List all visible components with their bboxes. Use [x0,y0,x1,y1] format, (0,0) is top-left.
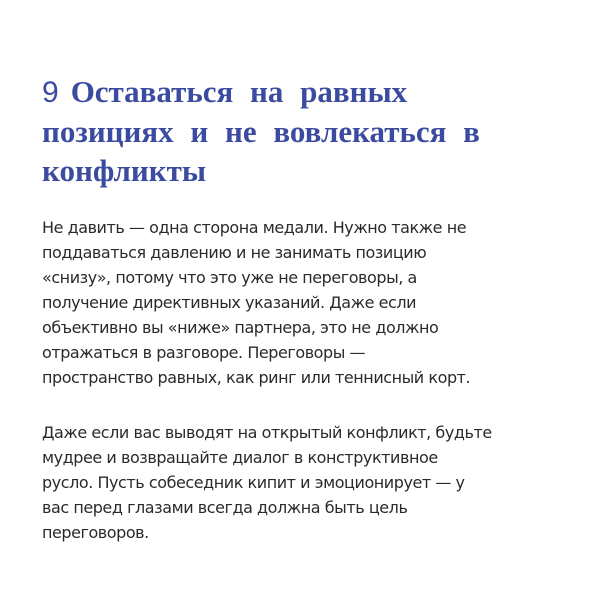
paragraph-line: мудрее и возвращайте диалог в конструктивное [42,448,438,467]
heading-line [42,72,562,112]
heading-line: позициях и не вовлекаться в [42,114,480,149]
paragraph-line: Не давить — одна сторона медали. Нужно также не [42,218,467,237]
heading-text: Оставаться на равных [70,74,408,109]
paragraph-line: русло. Пусть собеседник кипит и эмоционирует — у [42,473,465,492]
section-heading [42,72,562,190]
paragraph-line: пространство равных, как ринг или теннисный корт. [42,368,471,387]
heading-line: конфликты [42,153,207,188]
paragraph-line: Даже если вас выводят на открытый конфликт, будьте [42,423,492,442]
paragraph-line: вас перед глазами всегда должна быть цель [42,498,408,517]
paragraph-line: поддаваться давлению и не занимать позицию [42,243,427,262]
body-paragraph [42,420,582,545]
paragraph-line: переговоров. [42,523,149,542]
paragraph-line: отражаться в разговоре. Переговоры — [42,343,366,362]
section-number: 9 [42,76,59,109]
body-paragraph [42,215,582,390]
paragraph-line: получение директивных указаний. Даже если [42,293,417,312]
paragraph-line: «снизу», потому что это уже не переговоры, а [42,268,417,287]
paragraph-line: объективно вы «ниже» партнера, это не должно [42,318,439,337]
